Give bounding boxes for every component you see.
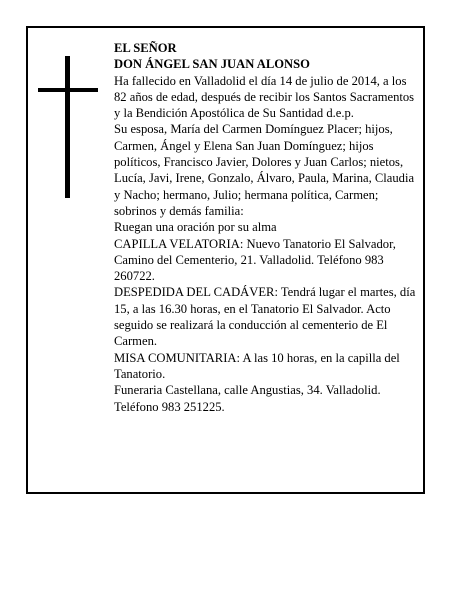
family-list: Su esposa, María del Carmen Domínguez Placer; hijos, Carmen, Ángel y Elena San Juan Domínguez; hijos políticos, Francisco Javier, Dolores y Juan Carlos; nietos, Lucía, Javi, Irene, Gonzalo, Álvaro, Paula, Marina, Claudia y Nacho; hermano, Julio; hermana política, Carmen; sobrinos y demás familia: [114, 122, 415, 218]
cross-vertical-bar [65, 56, 70, 198]
notice-title-line2: DON ÁNGEL SAN JUAN ALONSO [114, 57, 310, 72]
wake-chapel-info: CAPILLA VELATORIA: Nuevo Tanatorio El Salvador, Camino del Cementerio, 21. Valladolid. Teléfono 983 260722. [114, 236, 396, 284]
prayer-request: Ruegan una oración por su alma [114, 220, 277, 235]
obituary-notice [26, 26, 425, 494]
cross-horizontal-bar [38, 88, 98, 92]
notice-text [114, 40, 420, 415]
funeral-farewell-info: DESPEDIDA DEL CADÁVER: Tendrá lugar el martes, día 15, a las 16.30 horas, en el Tanatorio El Salvador. Acto seguido se realizará la conducción al cementerio de El Carmen. [114, 285, 416, 349]
death-announcement: Ha fallecido en Valladolid el día 14 de julio de 2014, a los 82 años de edad, después de recibir los Santos Sacramentos y la Bendición Apostólica de Su Santidad d.e.p. [114, 73, 415, 121]
community-mass-info: MISA COMUNITARIA: A las 10 horas, en la capilla del Tanatorio. [114, 350, 400, 381]
funeral-home-info: Funeraria Castellana, calle Angustias, 34. Valladolid. Teléfono 983 251225. [114, 383, 381, 414]
notice-title-line1: EL SEÑOR [114, 41, 177, 55]
cross-icon [38, 56, 98, 198]
